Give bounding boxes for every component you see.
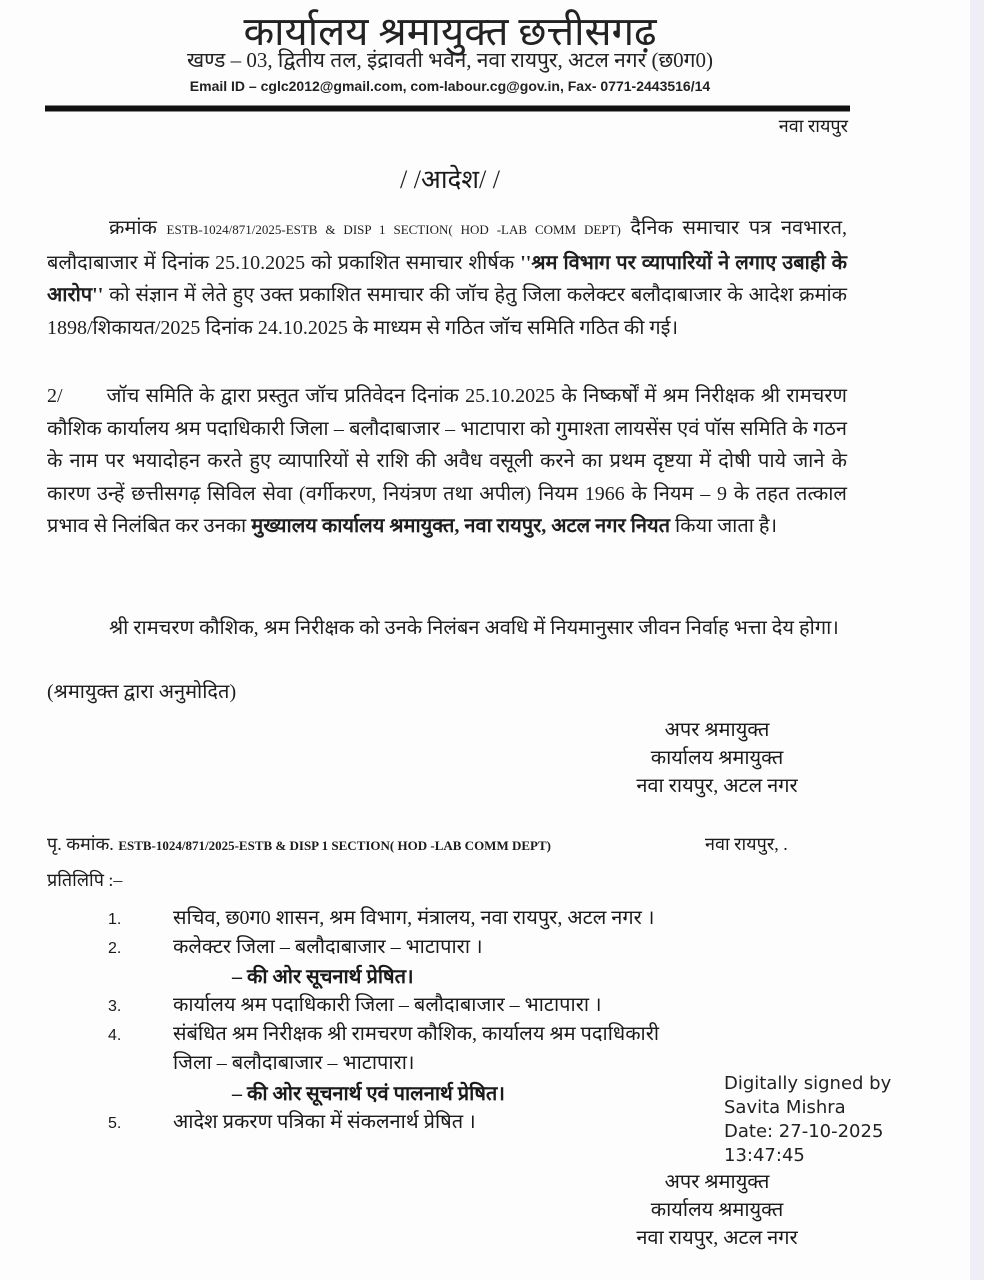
item-text: कार्यालय श्रम पदाधिकारी जिला – बलौदाबाजार – भाटापारा । [173,994,602,1016]
signatory-designation: अपर श्रमायुक्त [664,1171,770,1193]
paragraph-3: श्री रामचरण कौशिक, श्रम निरीक्षक को उनके निलंबन अवधि में नियमानुसार जीवन निर्वाह भत्ता देय होगा। [109,617,839,639]
letterhead-address: खण्ड – 03, द्वितीय तल, इंद्रावती भवन, नवा रायपुर, अटल नगर (छ0ग0) [187,48,713,72]
place-label: नवा रायपुर [778,116,848,136]
item-text-line2: जिला – बलौदाबाजार – भाटापारा। [173,1052,415,1074]
paragraph-1-text-cont: को संज्ञान में लेते हुए उक्त प्रकाशित समाचार की जॉच हेतु जिला कलेक्टर बलौदाबाजार के आदेश क्रमांक 1898/शिकायत/2025 दिनांक 24.10.2025 के माध्यम से गठित जॉच समिति गठित की गई। [47,284,847,339]
copy-note-compliance: – की ओर सूचनार्थ एवं पालनार्थ प्रेषित। [232,1083,505,1105]
letterhead-contact: Email ID – cglc2012@gmail.com, com-labour.cg@gov.in, Fax- 0771-2443516/14 [189,78,711,94]
digital-signature-label: Digitally signed by [724,1073,892,1094]
copy-ref-prefix: पृ. कमांक. [47,834,119,854]
copy-to-label: प्रतिलिपि :– [47,870,123,890]
signatory-office: कार्यालय श्रमायुक्त [650,1199,784,1221]
copy-list-item [108,1020,659,1078]
headquarters-assignment: मुख्यालय कार्यालय श्रमायुक्त, नवा रायपुर, अटल नगर नियत [251,515,670,537]
item-text: सचिव, छ0ग0 शासन, श्रम विभाग, मंत्रालय, नवा रायपुर, अटल नगर । [173,907,655,929]
order-heading: / /आदेश/ / [400,165,500,194]
item-number: 1. [108,911,122,928]
order-reference-number: ESTB-1024/871/2025-ESTB & DISP 1 SECTION( HOD -LAB COMM DEPT) [166,222,621,237]
item-number: 3. [108,998,122,1015]
news-headline: ''श्रम विभाग पर व्यापारियों ने लगाए उबाही के आरोप'' [47,251,847,306]
copy-place: नवा रायपुर, . [705,834,788,854]
item-text [173,1020,659,1078]
letterhead-title: कार्यालय श्रमायुक्त छत्तीसगढ़ [243,9,657,54]
copy-list-item [108,991,602,1021]
signatory-location: नवा रायपुर, अटल नगर [636,775,798,797]
paragraph-number: 2/ [47,385,63,407]
item-number: 5. [108,1115,122,1132]
item-text-line1: संबंधित श्रम निरीक्षक श्री रामचरण कौशिक, कार्यालय श्रम पदाधिकारी [173,1023,660,1045]
paragraph-2-text: जॉच समिति के द्वारा प्रस्तुत जॉच प्रतिवेदन दिनांक 25.10.2025 के निष्कर्षों में श्रम निरीक्षक श्री रामचरण कौशिक कार्यालय श्रम पदाधिकारी जिला – बलौदाबाजार – भाटापारा को गुमाश्ता लायसेंस एवं पॉस समिति के गठन के नाम पर भयादोहन करते हुए व्यापारियों से राशि की अवैध वसूली करने का प्रथम दृष्टया में दोषी पाये जाने के कारण उन्हें छत्तीसगढ़ सिविल सेवा (वर्गीकरण, नियंत्रण तथा अपील) नियम 1966 के नियम – 9 के तहत तत्काल प्रभाव से निलंबित कर उनका [47,385,847,537]
copy-reference [47,832,551,856]
item-text: कलेक्टर जिला – बलौदाबाजार – भाटापारा । [173,936,483,958]
signatory-location: नवा रायपुर, अटल नगर [636,1227,798,1249]
digital-signature-time: 13:47:45 [724,1145,805,1166]
copy-list-item [108,904,654,934]
item-number: 4. [108,1027,122,1044]
copy-note-information: – की ओर सूचनार्थ प्रेषित। [232,966,414,988]
digital-signature [724,1072,891,1168]
paragraph-2 [47,380,847,543]
signatory-office: कार्यालय श्रमायुक्त [650,747,784,769]
header-divider [45,105,850,112]
copy-list-item [108,933,483,963]
signatory-designation: अपर श्रमायुक्त [664,719,770,741]
approval-note: (श्रमायुक्त द्वारा अनुमोदित) [47,681,237,703]
paragraph-2-text-cont: किया जाता है। [670,515,778,537]
signatory-block [597,716,837,800]
copy-reference-number: ESTB-1024/871/2025-ESTB & DISP 1 SECTION( HOD -LAB COMM DEPT) [118,838,551,853]
digital-signature-date: Date: 27-10-2025 [724,1121,884,1142]
order-prefix: क्रमांक [109,217,167,239]
item-text: आदेश प्रकरण पत्रिका में संकलनार्थ प्रेषित । [173,1111,476,1133]
copy-list-item [108,1108,476,1138]
digital-signature-signer: Savita Mishra [724,1097,846,1118]
paragraph-1 [47,212,847,344]
paragraph-1-text: दैनिक समाचार पत्र नवभारत, बलौदाबाजार में दिनांक 25.10.2025 को प्रकाशित समाचार शीर्षक [47,217,847,274]
signatory-block-copy [597,1168,837,1252]
item-number: 2. [108,940,122,957]
